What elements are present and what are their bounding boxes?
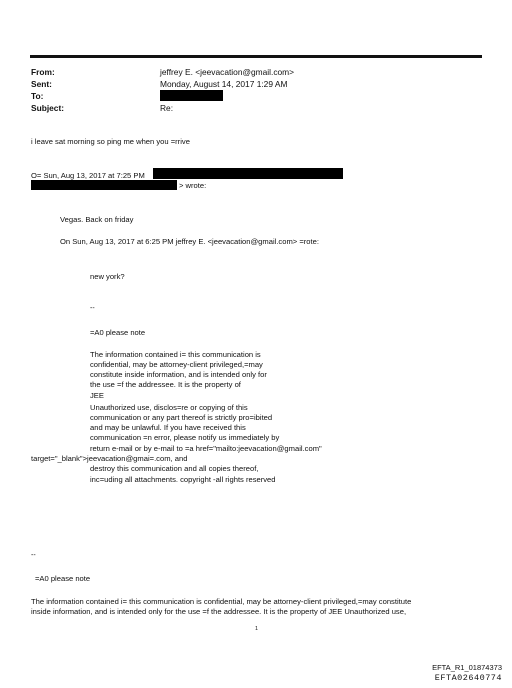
signature-separator-1: -- xyxy=(90,305,95,312)
disclaimer-line: JEE xyxy=(90,391,104,400)
signature-separator-2: -- xyxy=(31,552,36,559)
redaction-to xyxy=(160,90,223,101)
new-york-line: new york? xyxy=(90,272,125,281)
disclaimer-line: Unauthorized use, disclos=re or copying of this xyxy=(90,403,248,412)
bates-number-2: EFTA02640774 xyxy=(434,673,502,683)
disclaimer-line: and may be unlawful. If you have received this xyxy=(90,423,246,432)
vegas-line: Vegas. Back on friday xyxy=(60,215,134,224)
disclaimer-line: the use =f the addressee. It is the property of xyxy=(90,380,241,389)
subject-value: Re: xyxy=(160,103,174,113)
disclaimer-line: communication =n error, please notify us immediately by xyxy=(90,433,280,442)
sent-label: Sent: xyxy=(31,79,52,89)
sent-value: Monday, August 14, 2017 1:29 AM xyxy=(160,79,288,89)
disclaimer-target-line: target="_blank">jeevacation@gmai=.com, and xyxy=(31,454,188,463)
page-number: 1 xyxy=(255,626,259,632)
body-line-1: i leave sat morning so ping me when you =rrive xyxy=(31,137,190,146)
please-note-1: =A0 please note xyxy=(90,328,146,337)
disclaimer-line: return e-mail or by e-mail to =a href="mailto:jeevacation@gmail.com" xyxy=(90,444,322,453)
from-value: jeffrey E. <jeevacation@gmail.com> xyxy=(160,67,295,77)
quote-intro: O= Sun, Aug 13, 2017 at 7:25 PM xyxy=(31,171,145,180)
redaction-sender-2 xyxy=(31,180,177,190)
disclaimer-line: communication or any part thereof is strictly pro=ibited xyxy=(90,413,273,422)
disclaimer-line: confidential, may be attorney-client privileged,=may xyxy=(90,360,263,369)
final-disclaimer-line-2: inside information, and is intended only for the use =f the addressee. It is the property of JEE Unauthorized use, xyxy=(31,607,407,616)
redaction-sender-1 xyxy=(153,168,343,179)
please-note-2: =A0 please note xyxy=(35,574,91,583)
header-rule xyxy=(30,55,482,58)
quote-wrote: > wrote: xyxy=(179,181,207,190)
to-label: To: xyxy=(31,91,44,101)
disclaimer-line: constitute inside information, and is intended only for xyxy=(90,370,267,379)
bates-number-1: EFTA_R1_01874373 xyxy=(432,663,502,672)
disclaimer-including-line: inc=uding all attachments. copyright -all rights reserved xyxy=(90,475,276,484)
final-disclaimer-line-1: The information contained i= this communication is confidential, may be attorney-client privileged,=may constitute xyxy=(31,597,412,606)
disclaimer-destroy-line: destroy this communication and all copies thereof, xyxy=(90,464,259,473)
from-label: From: xyxy=(31,67,55,77)
disclaimer-line: The information contained i= this communication is xyxy=(90,350,261,359)
quote-2-intro: On Sun, Aug 13, 2017 at 6:25 PM jeffrey E. <jeevacation@gmail.com> =rote: xyxy=(60,237,319,246)
subject-label: Subject: xyxy=(31,103,65,113)
